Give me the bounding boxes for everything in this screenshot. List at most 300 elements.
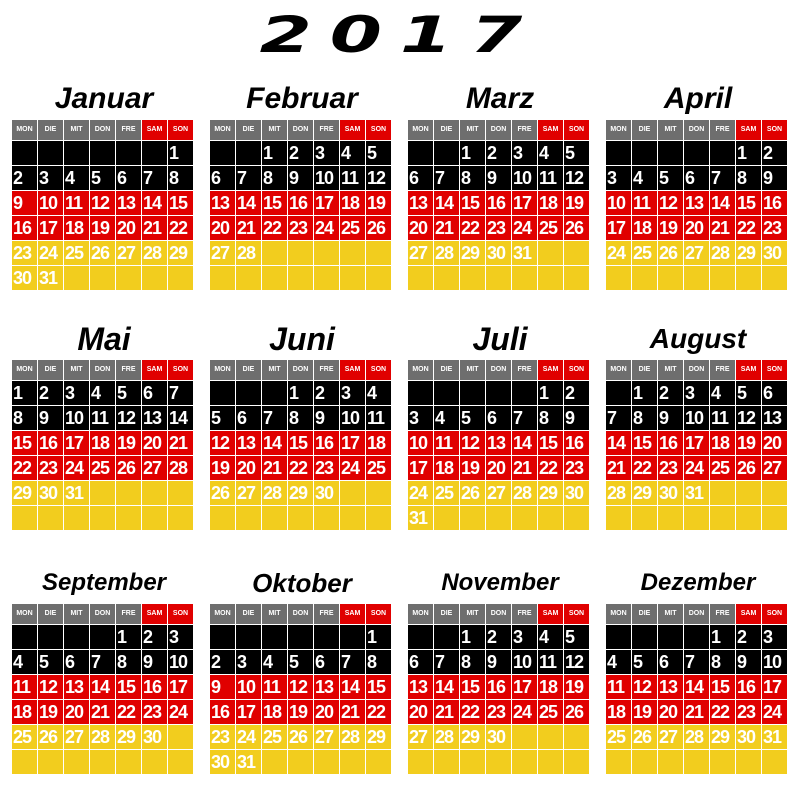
month-marz bbox=[408, 82, 592, 263]
empty-cell bbox=[90, 750, 115, 774]
month-grid bbox=[408, 360, 589, 530]
day-cell: 8 bbox=[538, 406, 563, 430]
empty-cell bbox=[606, 266, 631, 290]
weekday-header: MIT bbox=[658, 120, 683, 140]
day-cell: 2 bbox=[486, 625, 511, 649]
day-cell: 3 bbox=[762, 625, 787, 649]
day-cell: 3 bbox=[314, 141, 339, 165]
weekday-header: SON bbox=[762, 120, 787, 140]
day-cell: 2 bbox=[210, 650, 235, 674]
empty-cell bbox=[236, 141, 261, 165]
weekday-header: FRE bbox=[314, 360, 339, 380]
day-cell: 19 bbox=[736, 431, 761, 455]
day-cell: 17 bbox=[236, 700, 261, 724]
day-cell: 19 bbox=[116, 431, 141, 455]
day-cell: 12 bbox=[366, 166, 391, 190]
day-cell: 26 bbox=[288, 725, 313, 749]
day-cell: 3 bbox=[236, 650, 261, 674]
day-cell: 13 bbox=[64, 675, 89, 699]
day-cell: 13 bbox=[408, 191, 433, 215]
weekday-header: MON bbox=[606, 604, 631, 624]
empty-cell bbox=[434, 750, 459, 774]
day-cell: 23 bbox=[658, 456, 683, 480]
day-cell: 1 bbox=[460, 625, 485, 649]
weekday-header: MIT bbox=[658, 604, 683, 624]
day-cell: 7 bbox=[142, 166, 167, 190]
weekday-header: MON bbox=[210, 360, 235, 380]
day-cell: 24 bbox=[236, 725, 261, 749]
month-mai bbox=[12, 321, 196, 503]
empty-cell bbox=[658, 625, 683, 649]
day-cell: 24 bbox=[168, 700, 193, 724]
weekday-header: MON bbox=[408, 604, 433, 624]
empty-cell bbox=[710, 266, 735, 290]
empty-cell bbox=[262, 241, 287, 265]
day-cell: 26 bbox=[116, 456, 141, 480]
weekday-header: FRE bbox=[512, 604, 537, 624]
month-grid bbox=[606, 604, 787, 774]
day-cell: 26 bbox=[210, 481, 235, 505]
empty-cell bbox=[606, 506, 631, 530]
day-cell: 25 bbox=[340, 216, 365, 240]
day-cell: 7 bbox=[434, 650, 459, 674]
day-cell: 19 bbox=[632, 700, 657, 724]
day-cell: 6 bbox=[236, 406, 261, 430]
empty-cell bbox=[512, 381, 537, 405]
empty-cell bbox=[288, 625, 313, 649]
day-cell: 30 bbox=[486, 241, 511, 265]
day-cell: 16 bbox=[288, 191, 313, 215]
day-cell: 6 bbox=[408, 650, 433, 674]
weekday-header: DON bbox=[684, 360, 709, 380]
empty-cell bbox=[606, 381, 631, 405]
weekday-header: DIE bbox=[434, 120, 459, 140]
day-cell: 5 bbox=[38, 650, 63, 674]
day-cell: 26 bbox=[632, 725, 657, 749]
day-cell: 21 bbox=[236, 216, 261, 240]
empty-cell bbox=[314, 750, 339, 774]
day-cell: 14 bbox=[90, 675, 115, 699]
empty-cell bbox=[340, 241, 365, 265]
day-cell: 27 bbox=[658, 725, 683, 749]
day-cell: 23 bbox=[210, 725, 235, 749]
weekday-header: MON bbox=[606, 120, 631, 140]
weekday-header: FRE bbox=[314, 604, 339, 624]
day-cell: 21 bbox=[90, 700, 115, 724]
month-name: September bbox=[41, 569, 167, 596]
day-cell: 14 bbox=[606, 431, 631, 455]
day-cell: 4 bbox=[340, 141, 365, 165]
day-cell: 3 bbox=[408, 406, 433, 430]
day-cell: 28 bbox=[710, 241, 735, 265]
day-cell: 13 bbox=[210, 191, 235, 215]
day-cell: 18 bbox=[366, 431, 391, 455]
day-cell: 23 bbox=[486, 216, 511, 240]
day-cell: 18 bbox=[632, 216, 657, 240]
day-cell: 6 bbox=[762, 381, 787, 405]
weekday-header: FRE bbox=[116, 120, 141, 140]
day-cell: 12 bbox=[38, 675, 63, 699]
day-cell: 18 bbox=[90, 431, 115, 455]
weekday-header: FRE bbox=[512, 360, 537, 380]
day-cell: 11 bbox=[12, 675, 37, 699]
day-cell: 30 bbox=[142, 725, 167, 749]
day-cell: 15 bbox=[710, 675, 735, 699]
day-cell: 2 bbox=[12, 166, 37, 190]
day-cell: 23 bbox=[314, 456, 339, 480]
day-cell: 15 bbox=[538, 431, 563, 455]
day-cell: 31 bbox=[38, 266, 63, 290]
day-cell: 1 bbox=[736, 141, 761, 165]
weekday-header: MON bbox=[408, 120, 433, 140]
day-cell: 12 bbox=[564, 650, 589, 674]
day-cell: 13 bbox=[314, 675, 339, 699]
day-cell: 23 bbox=[12, 241, 37, 265]
day-cell: 22 bbox=[736, 216, 761, 240]
empty-cell bbox=[606, 625, 631, 649]
empty-cell bbox=[632, 625, 657, 649]
weekday-header: DON bbox=[90, 360, 115, 380]
day-cell: 10 bbox=[168, 650, 193, 674]
day-cell: 18 bbox=[538, 191, 563, 215]
weekday-header: MIT bbox=[460, 120, 485, 140]
month-juni bbox=[210, 321, 394, 503]
day-cell: 9 bbox=[486, 166, 511, 190]
empty-cell bbox=[512, 750, 537, 774]
day-cell: 9 bbox=[142, 650, 167, 674]
day-cell: 26 bbox=[736, 456, 761, 480]
weekday-header: DON bbox=[684, 604, 709, 624]
day-cell: 28 bbox=[340, 725, 365, 749]
empty-cell bbox=[538, 506, 563, 530]
day-cell: 4 bbox=[710, 381, 735, 405]
day-cell: 16 bbox=[486, 675, 511, 699]
weekday-header: MON bbox=[210, 604, 235, 624]
empty-cell bbox=[168, 506, 193, 530]
empty-cell bbox=[12, 750, 37, 774]
day-cell: 22 bbox=[460, 216, 485, 240]
day-cell: 20 bbox=[486, 456, 511, 480]
day-cell: 30 bbox=[12, 266, 37, 290]
empty-cell bbox=[142, 481, 167, 505]
empty-cell bbox=[236, 506, 261, 530]
day-cell: 18 bbox=[538, 675, 563, 699]
empty-cell bbox=[564, 241, 589, 265]
day-cell: 13 bbox=[142, 406, 167, 430]
weekday-header: DIE bbox=[434, 604, 459, 624]
empty-cell bbox=[12, 625, 37, 649]
day-cell: 8 bbox=[460, 166, 485, 190]
day-cell: 27 bbox=[314, 725, 339, 749]
day-cell: 9 bbox=[314, 406, 339, 430]
empty-cell bbox=[632, 266, 657, 290]
day-cell: 27 bbox=[762, 456, 787, 480]
weekday-header: SON bbox=[564, 360, 589, 380]
empty-cell bbox=[210, 381, 235, 405]
day-cell: 18 bbox=[12, 700, 37, 724]
empty-cell bbox=[408, 750, 433, 774]
empty-cell bbox=[538, 750, 563, 774]
month-grid bbox=[12, 120, 193, 290]
weekday-header: SON bbox=[168, 120, 193, 140]
day-cell: 13 bbox=[408, 675, 433, 699]
weekday-header: MON bbox=[408, 360, 433, 380]
day-cell: 14 bbox=[434, 191, 459, 215]
day-cell: 28 bbox=[512, 481, 537, 505]
day-cell: 20 bbox=[408, 700, 433, 724]
day-cell: 20 bbox=[658, 700, 683, 724]
weekday-header: MON bbox=[12, 120, 37, 140]
month-name: Juni bbox=[269, 321, 335, 357]
day-cell: 28 bbox=[142, 241, 167, 265]
day-cell: 24 bbox=[762, 700, 787, 724]
day-cell: 29 bbox=[168, 241, 193, 265]
day-cell: 14 bbox=[168, 406, 193, 430]
month-name: August bbox=[649, 323, 747, 354]
empty-cell bbox=[460, 266, 485, 290]
day-cell: 24 bbox=[340, 456, 365, 480]
day-cell: 10 bbox=[38, 191, 63, 215]
weekday-header: FRE bbox=[116, 360, 141, 380]
empty-cell bbox=[142, 506, 167, 530]
day-cell: 22 bbox=[366, 700, 391, 724]
empty-cell bbox=[710, 481, 735, 505]
empty-cell bbox=[408, 381, 433, 405]
day-cell: 28 bbox=[684, 725, 709, 749]
day-cell: 4 bbox=[538, 141, 563, 165]
month-name: Oktober bbox=[252, 568, 352, 598]
day-cell: 23 bbox=[142, 700, 167, 724]
day-cell: 16 bbox=[564, 431, 589, 455]
day-cell: 21 bbox=[710, 216, 735, 240]
weekday-header: DON bbox=[288, 604, 313, 624]
empty-cell bbox=[366, 241, 391, 265]
day-cell: 6 bbox=[408, 166, 433, 190]
month-oktober bbox=[210, 566, 394, 772]
empty-cell bbox=[314, 241, 339, 265]
day-cell: 11 bbox=[262, 675, 287, 699]
weekday-header: MIT bbox=[262, 120, 287, 140]
day-cell: 11 bbox=[710, 406, 735, 430]
day-cell: 29 bbox=[366, 725, 391, 749]
day-cell: 10 bbox=[512, 166, 537, 190]
month-januar bbox=[12, 82, 196, 288]
day-cell: 27 bbox=[116, 241, 141, 265]
day-cell: 12 bbox=[632, 675, 657, 699]
day-cell: 6 bbox=[314, 650, 339, 674]
day-cell: 29 bbox=[116, 725, 141, 749]
empty-cell bbox=[762, 266, 787, 290]
day-cell: 2 bbox=[38, 381, 63, 405]
empty-cell bbox=[262, 625, 287, 649]
day-cell: 31 bbox=[512, 241, 537, 265]
empty-cell bbox=[762, 506, 787, 530]
month-name: Januar bbox=[54, 82, 154, 115]
day-cell: 5 bbox=[210, 406, 235, 430]
weekday-header: SAM bbox=[736, 120, 761, 140]
day-cell: 27 bbox=[64, 725, 89, 749]
empty-cell bbox=[366, 266, 391, 290]
weekday-header: MIT bbox=[460, 360, 485, 380]
weekday-header: MIT bbox=[64, 360, 89, 380]
day-cell: 29 bbox=[710, 725, 735, 749]
empty-cell bbox=[658, 506, 683, 530]
day-cell: 26 bbox=[564, 700, 589, 724]
day-cell: 3 bbox=[38, 166, 63, 190]
day-cell: 5 bbox=[564, 625, 589, 649]
day-cell: 7 bbox=[434, 166, 459, 190]
weekday-header: SAM bbox=[538, 120, 563, 140]
day-cell: 2 bbox=[564, 381, 589, 405]
day-cell: 2 bbox=[314, 381, 339, 405]
empty-cell bbox=[116, 750, 141, 774]
day-cell: 18 bbox=[64, 216, 89, 240]
day-cell: 30 bbox=[314, 481, 339, 505]
day-cell: 14 bbox=[262, 431, 287, 455]
day-cell: 20 bbox=[116, 216, 141, 240]
weekday-header: SAM bbox=[142, 120, 167, 140]
day-cell: 21 bbox=[606, 456, 631, 480]
day-cell: 15 bbox=[632, 431, 657, 455]
empty-cell bbox=[366, 506, 391, 530]
empty-cell bbox=[658, 750, 683, 774]
empty-cell bbox=[12, 141, 37, 165]
day-cell: 19 bbox=[564, 675, 589, 699]
day-cell: 9 bbox=[658, 406, 683, 430]
day-cell: 16 bbox=[210, 700, 235, 724]
weekday-header: DIE bbox=[632, 360, 657, 380]
empty-cell bbox=[116, 141, 141, 165]
day-cell: 9 bbox=[486, 650, 511, 674]
day-cell: 5 bbox=[460, 406, 485, 430]
day-cell: 27 bbox=[142, 456, 167, 480]
day-cell: 1 bbox=[460, 141, 485, 165]
day-cell: 19 bbox=[210, 456, 235, 480]
weekday-header: SAM bbox=[340, 360, 365, 380]
day-cell: 25 bbox=[538, 700, 563, 724]
day-cell: 23 bbox=[564, 456, 589, 480]
empty-cell bbox=[116, 481, 141, 505]
day-cell: 10 bbox=[314, 166, 339, 190]
day-cell: 15 bbox=[288, 431, 313, 455]
day-cell: 11 bbox=[366, 406, 391, 430]
empty-cell bbox=[486, 506, 511, 530]
empty-cell bbox=[408, 141, 433, 165]
day-cell: 1 bbox=[710, 625, 735, 649]
weekday-header: FRE bbox=[710, 360, 735, 380]
day-cell: 11 bbox=[64, 191, 89, 215]
day-cell: 18 bbox=[710, 431, 735, 455]
day-cell: 1 bbox=[538, 381, 563, 405]
day-cell: 6 bbox=[486, 406, 511, 430]
day-cell: 18 bbox=[262, 700, 287, 724]
day-cell: 1 bbox=[12, 381, 37, 405]
day-cell: 1 bbox=[262, 141, 287, 165]
day-cell: 4 bbox=[434, 406, 459, 430]
day-cell: 23 bbox=[736, 700, 761, 724]
empty-cell bbox=[142, 750, 167, 774]
day-cell: 4 bbox=[262, 650, 287, 674]
day-cell: 7 bbox=[710, 166, 735, 190]
day-cell: 16 bbox=[38, 431, 63, 455]
day-cell: 28 bbox=[606, 481, 631, 505]
day-cell: 19 bbox=[90, 216, 115, 240]
day-cell: 5 bbox=[564, 141, 589, 165]
day-cell: 22 bbox=[288, 456, 313, 480]
weekday-header: DIE bbox=[236, 360, 261, 380]
weekday-header: SON bbox=[564, 604, 589, 624]
empty-cell bbox=[142, 141, 167, 165]
day-cell: 6 bbox=[658, 650, 683, 674]
day-cell: 23 bbox=[288, 216, 313, 240]
day-cell: 11 bbox=[538, 650, 563, 674]
weekday-header: SON bbox=[168, 360, 193, 380]
weekday-header: SON bbox=[366, 120, 391, 140]
weekday-header: DON bbox=[90, 120, 115, 140]
weekday-header: SON bbox=[168, 604, 193, 624]
day-cell: 24 bbox=[38, 241, 63, 265]
year-title: 2017 bbox=[259, 6, 541, 64]
day-cell: 20 bbox=[142, 431, 167, 455]
weekday-header: DIE bbox=[236, 604, 261, 624]
weekday-header: MON bbox=[12, 360, 37, 380]
empty-cell bbox=[434, 625, 459, 649]
day-cell: 6 bbox=[684, 166, 709, 190]
empty-cell bbox=[710, 141, 735, 165]
empty-cell bbox=[210, 266, 235, 290]
month-name: Marz bbox=[465, 82, 535, 115]
empty-cell bbox=[564, 750, 589, 774]
weekday-header: SAM bbox=[538, 360, 563, 380]
empty-cell bbox=[288, 506, 313, 530]
day-cell: 17 bbox=[64, 431, 89, 455]
day-cell: 6 bbox=[210, 166, 235, 190]
day-cell: 29 bbox=[460, 725, 485, 749]
day-cell: 24 bbox=[512, 700, 537, 724]
day-cell: 1 bbox=[288, 381, 313, 405]
day-cell: 7 bbox=[90, 650, 115, 674]
day-cell: 28 bbox=[262, 481, 287, 505]
weekday-header: DON bbox=[486, 360, 511, 380]
empty-cell bbox=[116, 506, 141, 530]
day-cell: 30 bbox=[762, 241, 787, 265]
day-cell: 20 bbox=[684, 216, 709, 240]
day-cell: 31 bbox=[408, 506, 433, 530]
day-cell: 21 bbox=[262, 456, 287, 480]
empty-cell bbox=[168, 481, 193, 505]
day-cell: 16 bbox=[12, 216, 37, 240]
day-cell: 15 bbox=[460, 675, 485, 699]
empty-cell bbox=[340, 750, 365, 774]
day-cell: 22 bbox=[538, 456, 563, 480]
weekday-header: DIE bbox=[632, 604, 657, 624]
day-cell: 25 bbox=[12, 725, 37, 749]
day-cell: 12 bbox=[736, 406, 761, 430]
empty-cell bbox=[512, 725, 537, 749]
empty-cell bbox=[236, 266, 261, 290]
day-cell: 9 bbox=[564, 406, 589, 430]
weekday-header: FRE bbox=[116, 604, 141, 624]
day-cell: 8 bbox=[632, 406, 657, 430]
empty-cell bbox=[64, 625, 89, 649]
empty-cell bbox=[736, 481, 761, 505]
empty-cell bbox=[486, 750, 511, 774]
day-cell: 18 bbox=[434, 456, 459, 480]
day-cell: 30 bbox=[38, 481, 63, 505]
day-cell: 17 bbox=[606, 216, 631, 240]
weekday-header: FRE bbox=[314, 120, 339, 140]
empty-cell bbox=[564, 266, 589, 290]
